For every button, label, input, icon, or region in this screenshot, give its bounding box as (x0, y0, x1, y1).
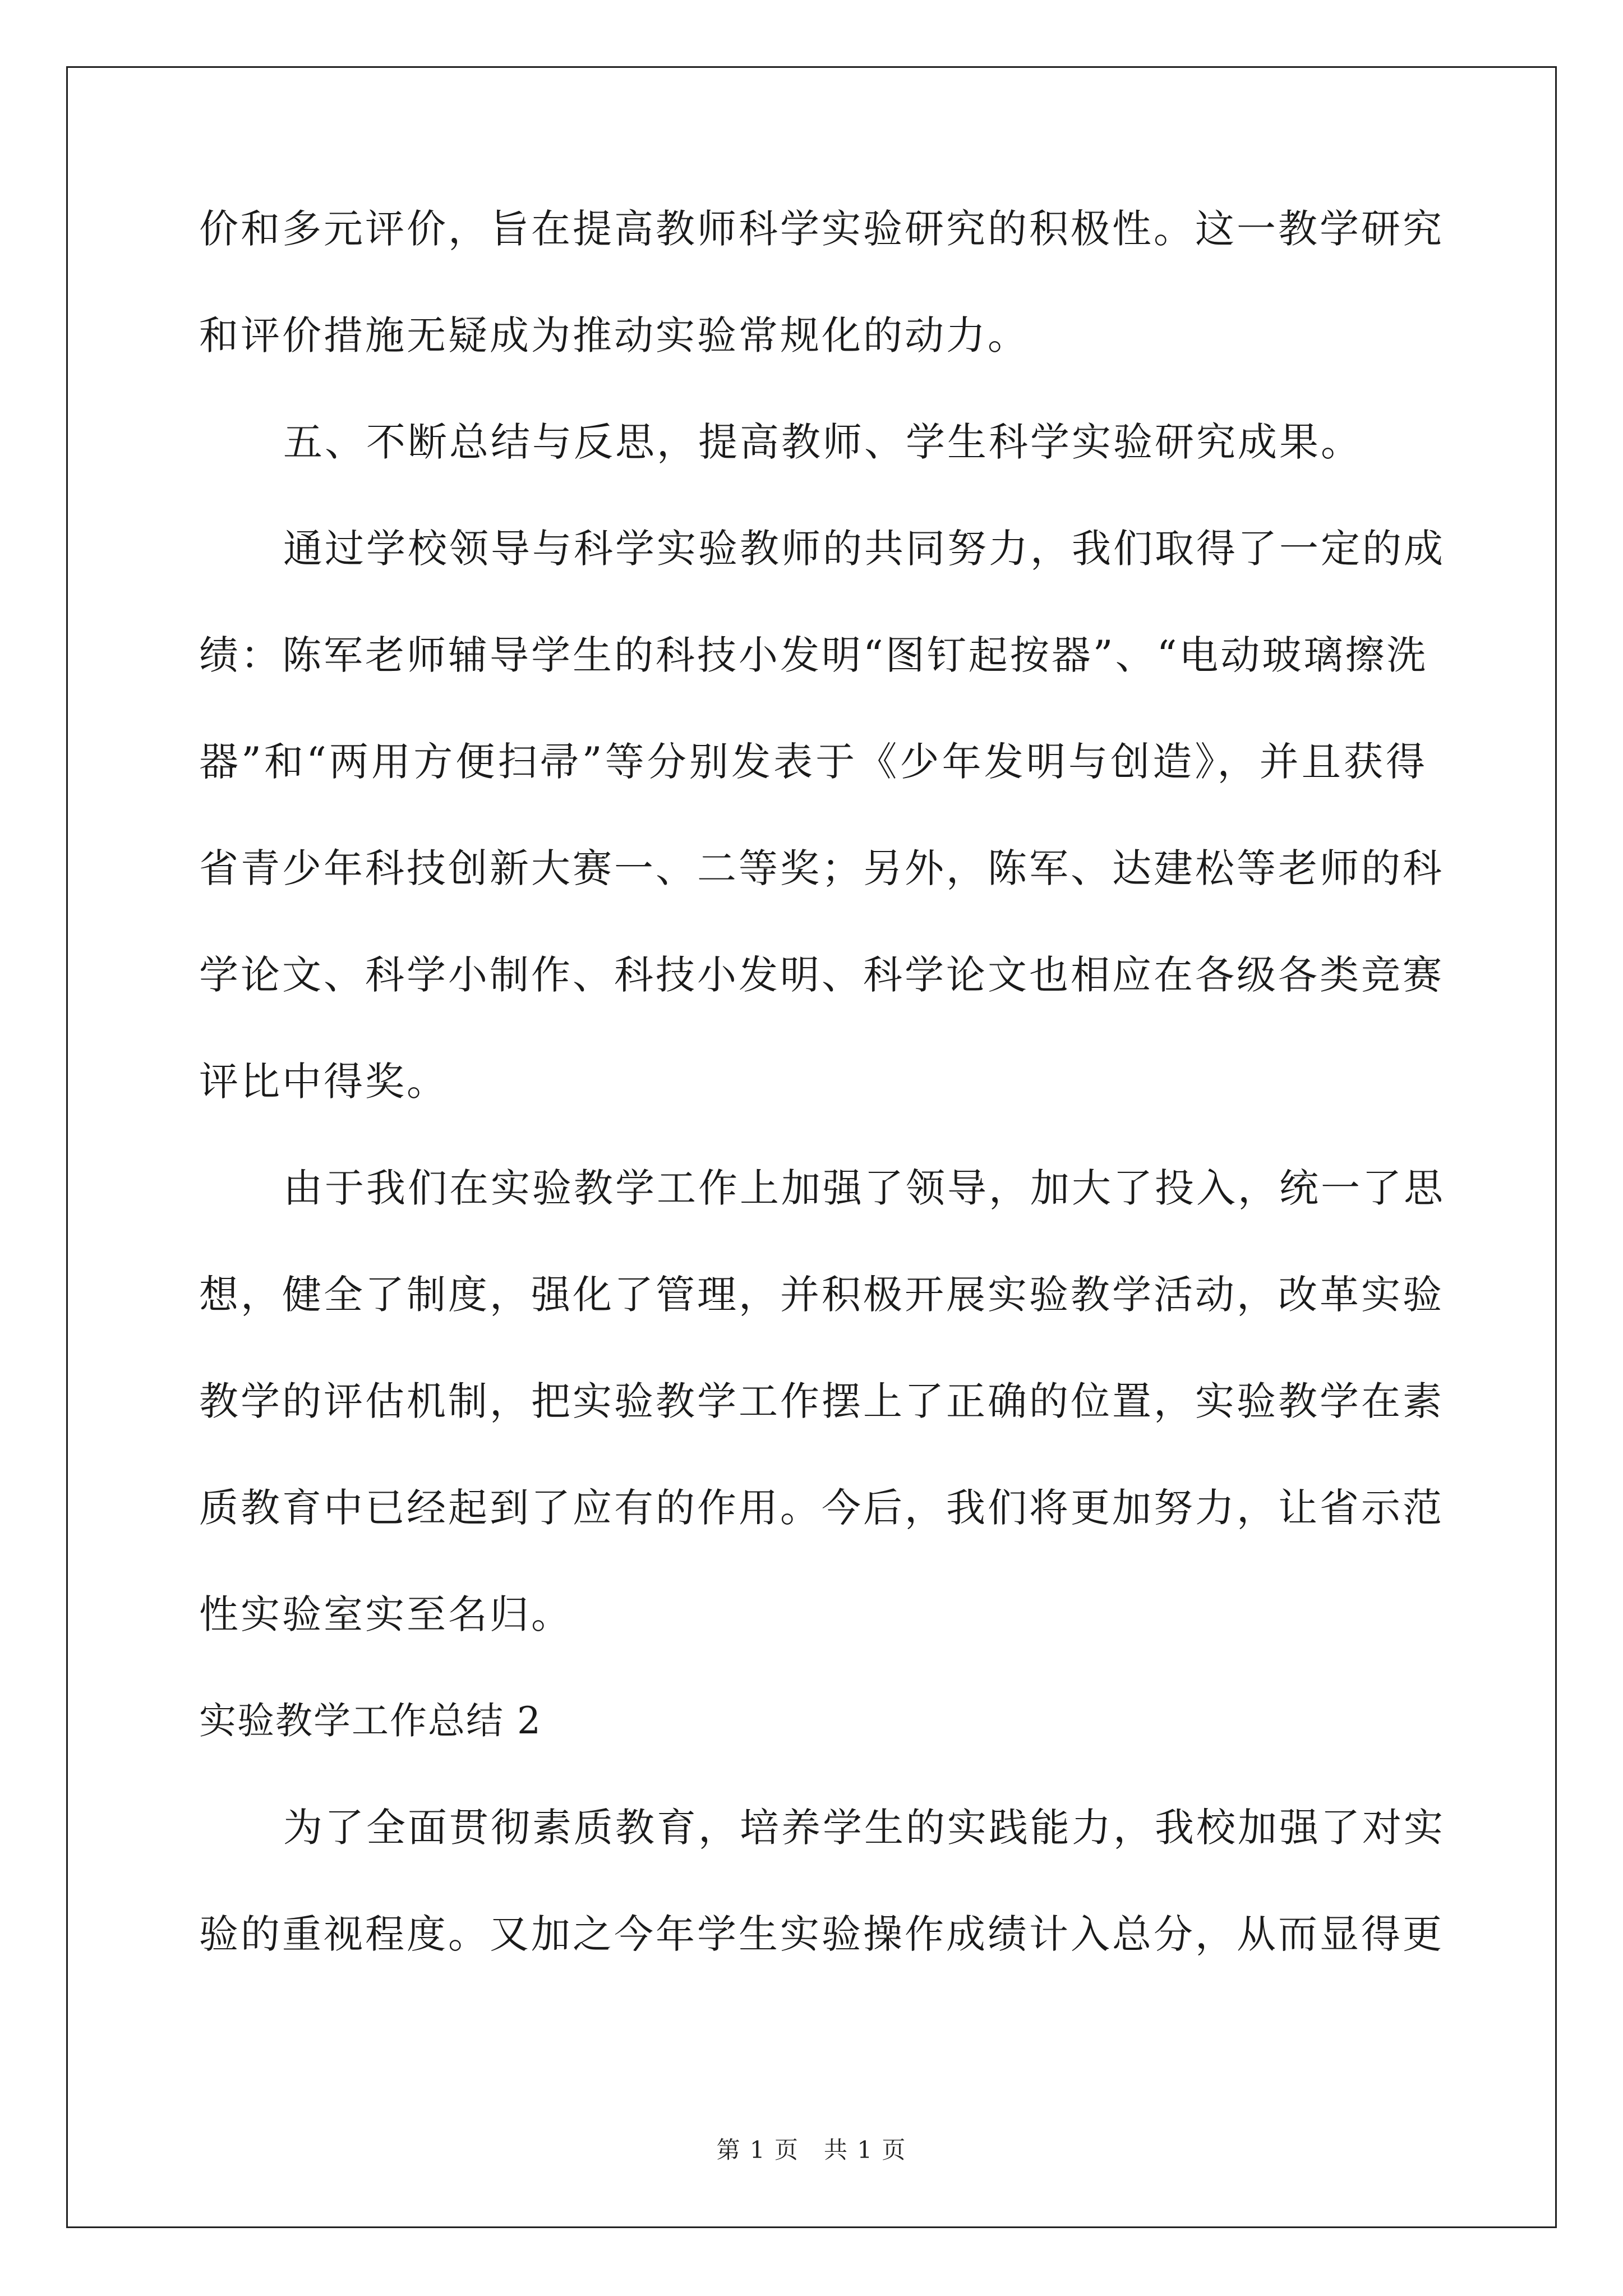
paragraph-achievements (199, 522, 1445, 1108)
text-line: 评比中得奖。 (199, 1059, 448, 1105)
paragraph-conclusion (199, 1161, 1445, 1641)
text-line: 学论文、科学小制作、科技小发明、科学论文也相应在各级各类竞赛 (199, 952, 1444, 998)
text-line: 性实验室实至名归。 (199, 1591, 573, 1637)
text-line: 绩：陈军老师辅导学生的科技小发明“图钉起按器”、“电动玻璃擦洗 (199, 632, 1428, 678)
text-line: 质教育中已经起到了应有的作用。今后，我们将更加努力，让省示范 (199, 1485, 1444, 1531)
paragraph-section-five (199, 415, 1427, 469)
text-line: 通过学校领导与科学实验教师的共同努力，我们取得了一定的成 (283, 526, 1445, 572)
paragraph-evaluation (199, 202, 1444, 362)
text-line: 教学的评估机制，把实验教学工作摆上了正确的位置，实验教学在素 (199, 1378, 1444, 1424)
text-line: 和评价措施无疑成为推动实验常规化的动力。 (199, 312, 1029, 358)
document-body (199, 202, 1445, 1961)
text-line: 器”和“两用方便扫帚”等分别发表于《少年发明与创造》，并且获得 (199, 739, 1427, 785)
text-line: 为了全面贯彻素质教育，培养学生的实践能力，我校加强了对实 (283, 1805, 1445, 1851)
text-line: 五、不断总结与反思，提高教师、学生科学实验研究成果。 (283, 419, 1362, 465)
text-line: 由于我们在实验教学工作上加强了领导，加大了投入，统一了思 (283, 1165, 1445, 1211)
text-line: 想，健全了制度，强化了管理，并积极开展实验教学活动，改革实验 (199, 1272, 1444, 1318)
page-number: 第 1 页 共 1 页 (716, 2136, 907, 2164)
text-line: 验的重视程度。又加之今年学生实验操作成绩计入总分，从而显得更 (199, 1911, 1444, 1957)
paragraph-summary-two (199, 1801, 1445, 1961)
section-heading: 实验教学工作总结 2 (199, 1699, 542, 1742)
text-line: 省青少年科技创新大赛一、二等奖；另外，陈军、达建松等老师的科 (199, 845, 1444, 891)
text-line: 价和多元评价，旨在提高教师科学实验研究的积极性。这一教学研究 (199, 206, 1444, 252)
